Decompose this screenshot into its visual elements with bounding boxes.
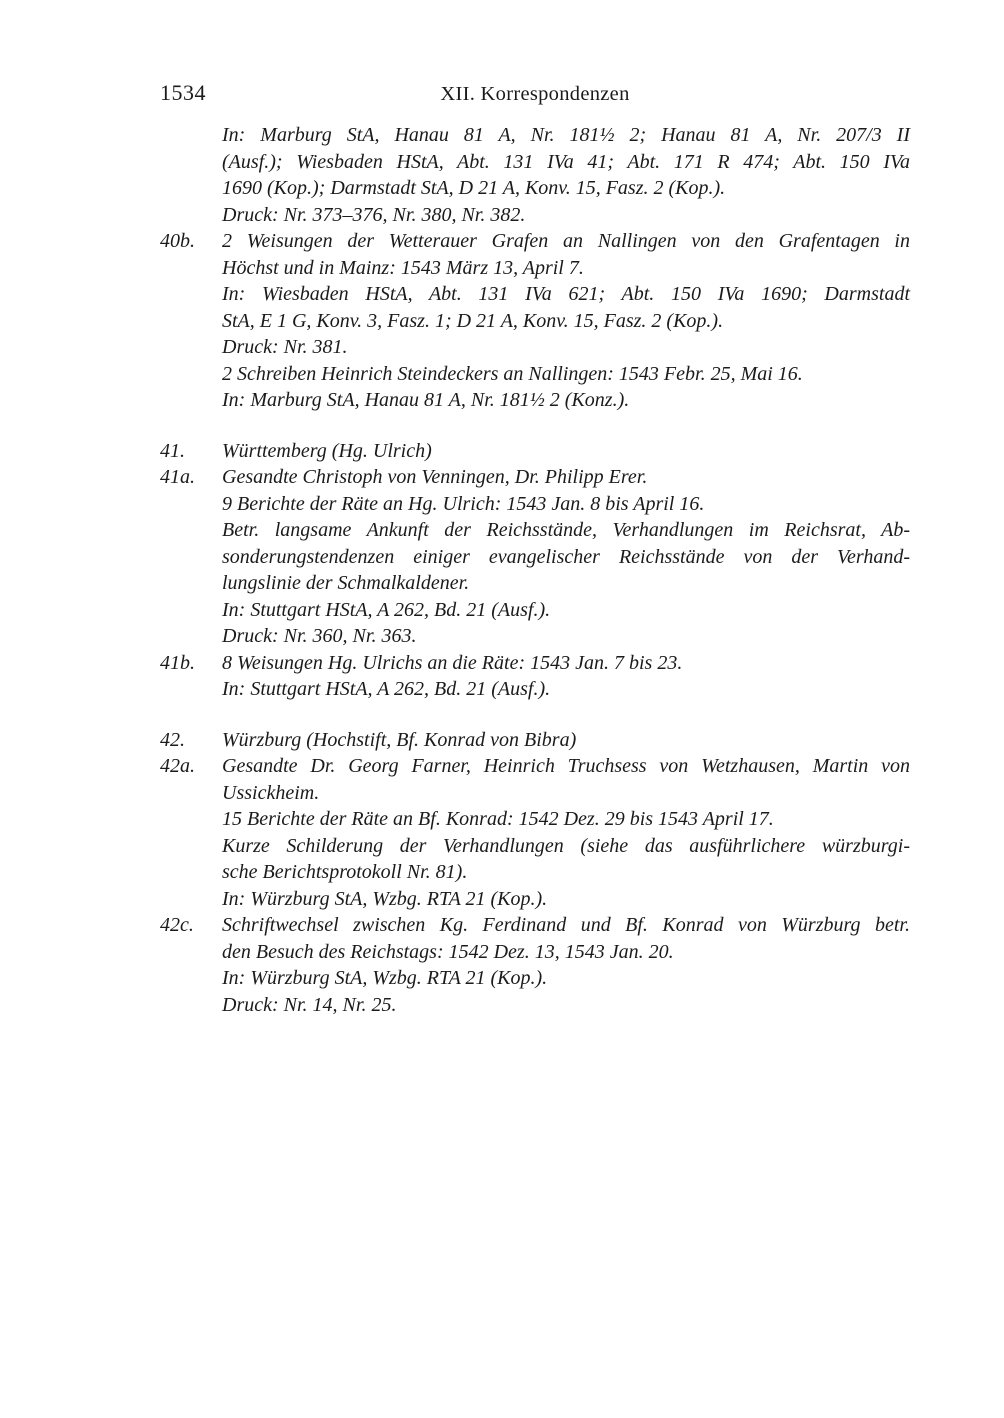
entry-text: Ussickheim. [222, 781, 320, 804]
entry-text: Schriftwechsel zwischen Kg. Ferdinand und Bf. Konrad von Würzburg betr. [222, 914, 910, 936]
entry-label: 40b. [160, 230, 195, 252]
entry-text: Gesandte Christoph von Venningen, Dr. Philipp Erer. [222, 466, 648, 488]
entry-text: den Besuch des Reichstags: 1542 Dez. 13, 1543 Jan. 20. [222, 940, 674, 963]
entry-line [160, 438, 910, 465]
entry-text: Druck: Nr. 360, Nr. 363. [222, 625, 417, 647]
page-number: 1534 [160, 80, 206, 105]
entry-line [160, 334, 910, 361]
entry-line [160, 228, 910, 255]
entry-text: sonderungstendenzen einiger evangelischer Reichsstände von der Verhand- [222, 545, 910, 568]
entry-text: In: Marburg StA, Hanau 81 A, Nr. 181½ 2 (Konz.). [222, 389, 630, 411]
entry-line [160, 676, 910, 703]
page-header [160, 80, 910, 107]
entry-text: In: Würzburg StA, Wzbg. RTA 21 (Kop.). [222, 887, 548, 910]
entry-text: In: Marburg StA, Hanau 81 A, Nr. 181½ 2; Hanau 81 A, Nr. 207/3 II [222, 124, 910, 146]
entry-line [160, 650, 910, 677]
entry-text: Druck: Nr. 14, Nr. 25. [222, 993, 397, 1016]
entry-text: Kurze Schilderung der Verhandlungen (siehe das ausführlichere würzburgi- [222, 834, 910, 857]
entry-line [160, 912, 910, 939]
entry-line [160, 544, 910, 571]
entry-line [160, 122, 910, 149]
entry-text: Würzburg (Hochstift, Bf. Konrad von Bibra) [222, 728, 577, 751]
entry-line [160, 255, 910, 282]
entry-text: In: Stuttgart HStA, A 262, Bd. 21 (Ausf.). [222, 598, 551, 621]
entry-text: sche Berichtsprotokoll Nr. 81). [222, 861, 468, 883]
entry-line [160, 965, 910, 992]
entry-text: 2 Schreiben Heinrich Steindeckers an Nallingen: 1543 Febr. 25, Mai 16. [222, 362, 803, 385]
entry-text: 15 Berichte der Räte an Bf. Konrad: 1542 Dez. 29 bis 1543 April 17. [222, 808, 774, 830]
entry-line [160, 387, 910, 414]
running-head: XII. Korrespondenzen [440, 83, 630, 105]
entry-group-gap [160, 703, 910, 727]
entry-text: (Ausf.); Wiesbaden HStA, Abt. 131 IVa 41; Abt. 171 R 474; Abt. 150 IVa [222, 150, 910, 173]
entry-line [160, 491, 910, 518]
entry-text: Betr. langsame Ankunft der Reichsstände, Verhandlungen im Reichsrat, Ab- [222, 519, 910, 541]
entry-text: In: Stuttgart HStA, A 262, Bd. 21 (Ausf.). [222, 678, 551, 700]
entry-line [160, 623, 910, 650]
entry-label: 42. [160, 728, 185, 751]
entry-label: 41. [160, 439, 185, 462]
entry-text: Druck: Nr. 381. [222, 336, 348, 358]
entry-line [160, 149, 910, 176]
entry-text: lungslinie der Schmalkaldener. [222, 572, 470, 594]
entry-text: 8 Weisungen Hg. Ulrichs an die Räte: 1543 Jan. 7 bis 23. [222, 651, 683, 674]
entry-line [160, 361, 910, 388]
entry-line [160, 175, 910, 202]
entry-label: 41b. [160, 651, 195, 674]
entry-line [160, 992, 910, 1019]
entry-text: 1690 (Kop.); Darmstadt StA, D 21 A, Konv. 15, Fasz. 2 (Kop.). [222, 177, 726, 199]
entry-text: 9 Berichte der Räte an Hg. Ulrich: 1543 Jan. 8 bis April 16. [222, 492, 705, 515]
entry-text: StA, E 1 G, Konv. 3, Fasz. 1; D 21 A, Konv. 15, Fasz. 2 (Kop.). [222, 309, 724, 332]
entry-text: In: Würzburg StA, Wzbg. RTA 21 (Kop.). [222, 967, 548, 989]
entry-line [160, 517, 910, 544]
entry-line [160, 753, 910, 780]
entry-line [160, 886, 910, 913]
entry-line [160, 833, 910, 860]
entry-text: Württemberg (Hg. Ulrich) [222, 439, 432, 462]
entry-line [160, 806, 910, 833]
entry-list [160, 122, 910, 1018]
entry-line [160, 859, 910, 886]
entry-line [160, 597, 910, 624]
entry-line [160, 308, 910, 335]
entry-text: In: Wiesbaden HStA, Abt. 131 IVa 621; Abt. 150 IVa 1690; Darmstadt [222, 283, 910, 305]
entry-line [160, 202, 910, 229]
entry-text: Druck: Nr. 373–376, Nr. 380, Nr. 382. [222, 203, 526, 226]
entry-line [160, 570, 910, 597]
entry-line [160, 281, 910, 308]
entry-text: 2 Weisungen der Wetterauer Grafen an Nallingen von den Grafentagen in [222, 230, 910, 252]
entry-text: Höchst und in Mainz: 1543 März 13, April 7. [222, 256, 584, 279]
entry-line [160, 939, 910, 966]
entry-line [160, 464, 910, 491]
entry-line [160, 780, 910, 807]
entry-group-gap [160, 414, 910, 438]
entry-label: 41a. [160, 466, 195, 488]
entry-label: 42a. [160, 755, 195, 777]
entry-label: 42c. [160, 914, 194, 936]
entry-text: Gesandte Dr. Georg Farner, Heinrich Truchsess von Wetzhausen, Martin von [222, 755, 910, 777]
entry-line [160, 727, 910, 754]
